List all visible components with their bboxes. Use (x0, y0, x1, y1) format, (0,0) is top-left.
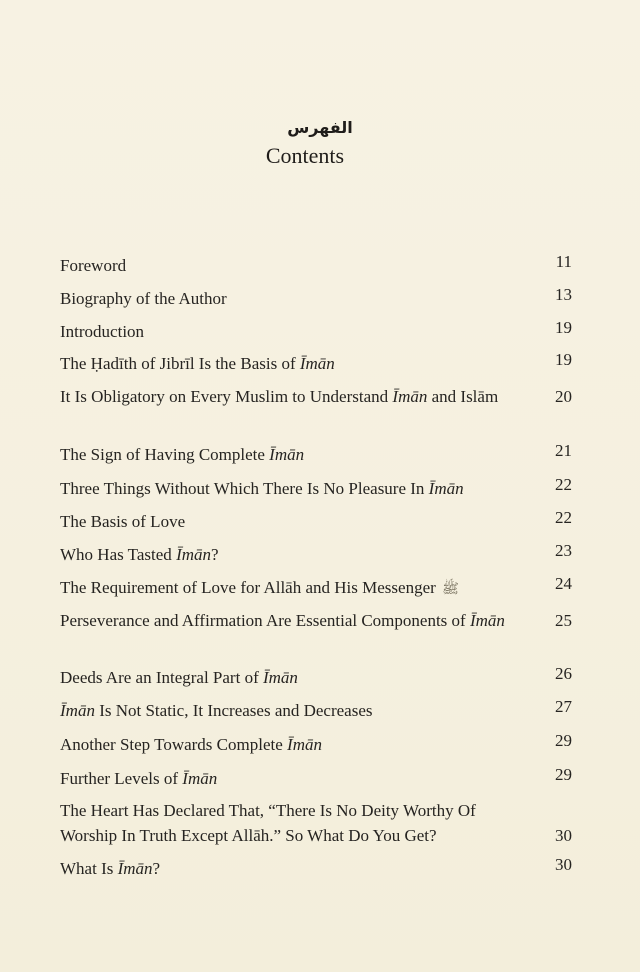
toc-entry (60, 798, 572, 848)
toc-entry-page: 30 (555, 826, 572, 845)
toc-entry (60, 476, 572, 501)
toc-entry (60, 542, 572, 567)
toc-entry (60, 351, 572, 376)
toc-entry-page: 24 (555, 574, 572, 593)
toc-entry (60, 665, 572, 690)
toc-entry-page: 20 (555, 387, 572, 406)
toc-entry (60, 575, 572, 602)
page-title: Contents (265, 143, 345, 168)
toc-entry-page: 26 (555, 664, 572, 683)
toc-entry (60, 384, 572, 409)
toc-entry-title: Deeds Are an Integral Part of Īmān (60, 668, 298, 687)
toc-entry (60, 766, 572, 791)
toc-entry-page: 19 (555, 350, 572, 369)
toc-entry (60, 698, 572, 723)
toc-entry (60, 253, 572, 278)
toc-entry-page: 19 (555, 318, 572, 337)
toc-entry-page: 22 (555, 475, 572, 494)
toc-entry-page: 11 (555, 252, 572, 271)
toc-entry-page: 29 (555, 731, 572, 750)
toc-entry-title: The Sign of Having Complete Īmān (60, 445, 305, 464)
toc-entry (60, 732, 572, 757)
toc-entry-page: 21 (555, 441, 572, 460)
toc-entry (60, 442, 572, 467)
toc-entry-title: Īmān Is Not Static, It Increases and Decreases (60, 701, 373, 720)
toc-entry-title: The Heart Has Declared That, “There Is No Deity Worthy Of Worship In Truth Except Allāh.” So What Do You Get? (60, 801, 476, 845)
salutation-seal-icon: ﷺ (442, 582, 459, 597)
toc-entry-title: Perseverance and Affirmation Are Essential Components of Īmān (60, 611, 505, 630)
toc-entry-title: Another Step Towards Complete Īmān (60, 735, 322, 754)
toc-entry (60, 319, 572, 344)
toc-entry-title: The Basis of Love (60, 512, 186, 531)
toc-entry-title: What Is Īmān? (60, 859, 161, 878)
arabic-heading: الفهرس (287, 118, 353, 137)
toc-entry-title: Three Things Without Which There Is No Pleasure In Īmān (60, 479, 464, 498)
toc-entry (60, 286, 572, 311)
toc-entry-title: It Is Obligatory on Every Muslim to Understand Īmān and Islām (60, 387, 499, 406)
toc-entry-page: 25 (555, 611, 572, 630)
toc-entry (60, 608, 572, 633)
toc-entry-title: The Ḥadīth of Jibrīl Is the Basis of Īmān (60, 354, 335, 373)
toc-entry-page: 22 (555, 508, 572, 527)
toc-entry-page: 30 (555, 855, 572, 874)
toc-entry-page: 23 (555, 541, 572, 560)
toc-entry-page: 27 (555, 697, 572, 716)
toc-entry-page: 29 (555, 765, 572, 784)
toc-entry-title: Biography of the Author (60, 289, 227, 308)
toc-entry (60, 509, 572, 534)
toc-entry-title: Who Has Tasted Īmān? (60, 545, 219, 564)
toc-entry-title: Foreword (60, 256, 127, 275)
toc-entry (60, 856, 572, 881)
toc-entry-title: Further Levels of Īmān (60, 769, 218, 788)
toc-entry-title: Introduction (60, 322, 145, 341)
toc-entry-page: 13 (555, 285, 572, 304)
toc-entry-title: The Requirement of Love for Allāh and His Messenger ﷺ (60, 575, 540, 602)
